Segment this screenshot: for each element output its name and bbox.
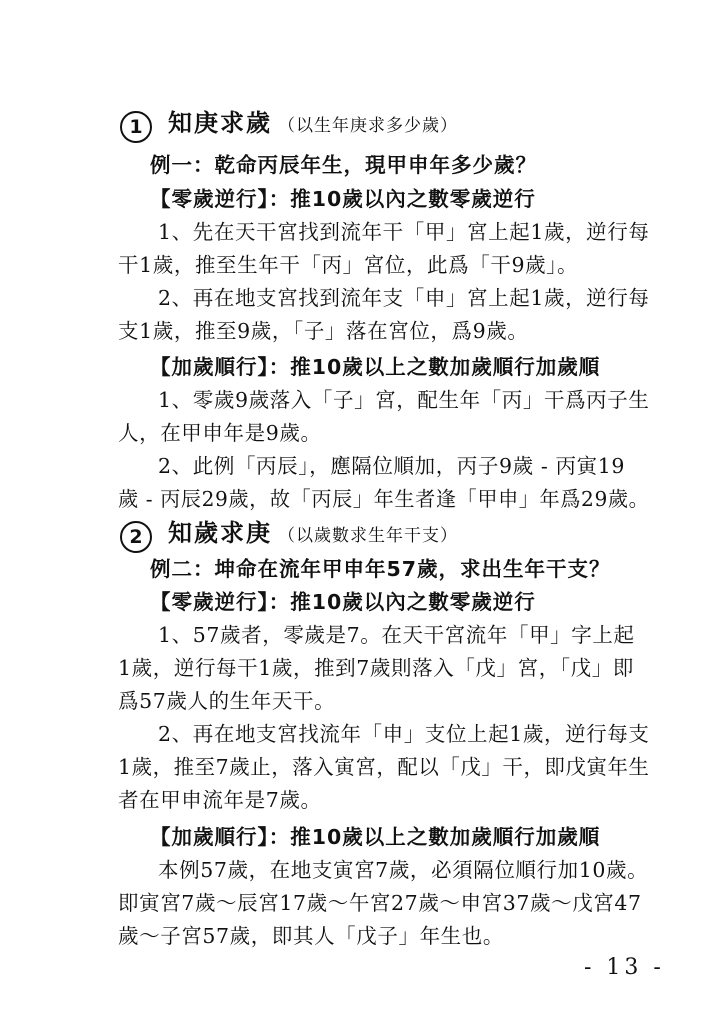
section-2-title: 知歲求庚 — [168, 519, 272, 547]
section-2-heading — [120, 513, 458, 551]
s1-line-1: 【零歲逆行】：推10歲以內之數零歲逆行 — [150, 187, 536, 211]
s2-line-1: 【零歲逆行】：推10歲以內之數零歲逆行 — [150, 590, 536, 614]
s1-line-8: 人，在甲申年是9歲。 — [118, 421, 322, 445]
s2-line-2: 1、57歲者，零歲是7。在天干宮流年「甲」字上起 — [158, 623, 635, 647]
section-1-number: 1 — [120, 111, 152, 143]
s1-line-3: 干1歲，推至生年干「丙」宮位，此爲「干9歲」。 — [118, 253, 579, 277]
s2-line-5: 2、再在地支宮找流年「申」支位上起1歲，逆行每支 — [158, 722, 650, 746]
section-2-subtitle: （以歲數求生年干支） — [278, 526, 458, 546]
s1-line-2: 1、先在天干宮找到流年干「甲」宮上起1歲，逆行每 — [158, 220, 650, 244]
section-1-title: 知庚求歲 — [168, 109, 272, 137]
s1-line-5: 支1歲，推至9歲，「子」落在宮位，爲9歲。 — [118, 319, 529, 343]
s2-line-9: 本例57歲，在地支寅宮7歲，必須隔位順行加10歲。 — [158, 858, 649, 882]
s2-line-10: 即寅宮7歲～辰宮17歲～午宮27歲～申宮37歲～戊宮47 — [118, 891, 642, 915]
s2-line-6: 1歲，推至7歲止，落入寅宮，配以「戊」干，即戊寅年生 — [118, 755, 650, 779]
s2-line-8: 【加歲順行】：推10歲以上之數加歲順行加歲順 — [150, 825, 601, 849]
example-2-heading: 例二：坤命在流年甲申年57歲，求出生年干支？ — [150, 557, 611, 581]
s2-line-11: 歲～子宮57歲，即其人「戊子」年生也。 — [118, 924, 504, 948]
s1-line-4: 2、再在地支宮找到流年支「申」宮上起1歲，逆行每 — [158, 286, 650, 310]
s1-line-7: 1、零歲9歲落入「子」宮，配生年「丙」干爲丙子生 — [158, 388, 650, 412]
s2-line-3: 1歲，逆行每干1歲，推到7歲則落入「戊」宮，「戊」即 — [118, 656, 634, 680]
example-1-heading: 例一：乾命丙辰年生，現甲申年多少歲？ — [150, 153, 537, 177]
s1-line-10: 歲 - 丙辰29歲，故「丙辰」年生者逢「甲申」年爲29歲。 — [118, 487, 650, 511]
s1-line-9: 2、此例「丙辰」，應隔位順加，丙子9歲 - 丙寅19 — [158, 454, 625, 478]
page-number: - 13 - — [584, 955, 665, 980]
section-2-number: 2 — [120, 521, 152, 553]
section-1-heading — [120, 103, 458, 141]
s2-line-4: 爲57歲人的生年天干。 — [118, 689, 336, 713]
s2-line-7: 者在甲申流年是7歲。 — [118, 788, 322, 812]
s1-line-6: 【加歲順行】：推10歲以上之數加歲順行加歲順 — [150, 355, 601, 379]
section-1-subtitle: （以生年庚求多少歲） — [278, 116, 458, 136]
